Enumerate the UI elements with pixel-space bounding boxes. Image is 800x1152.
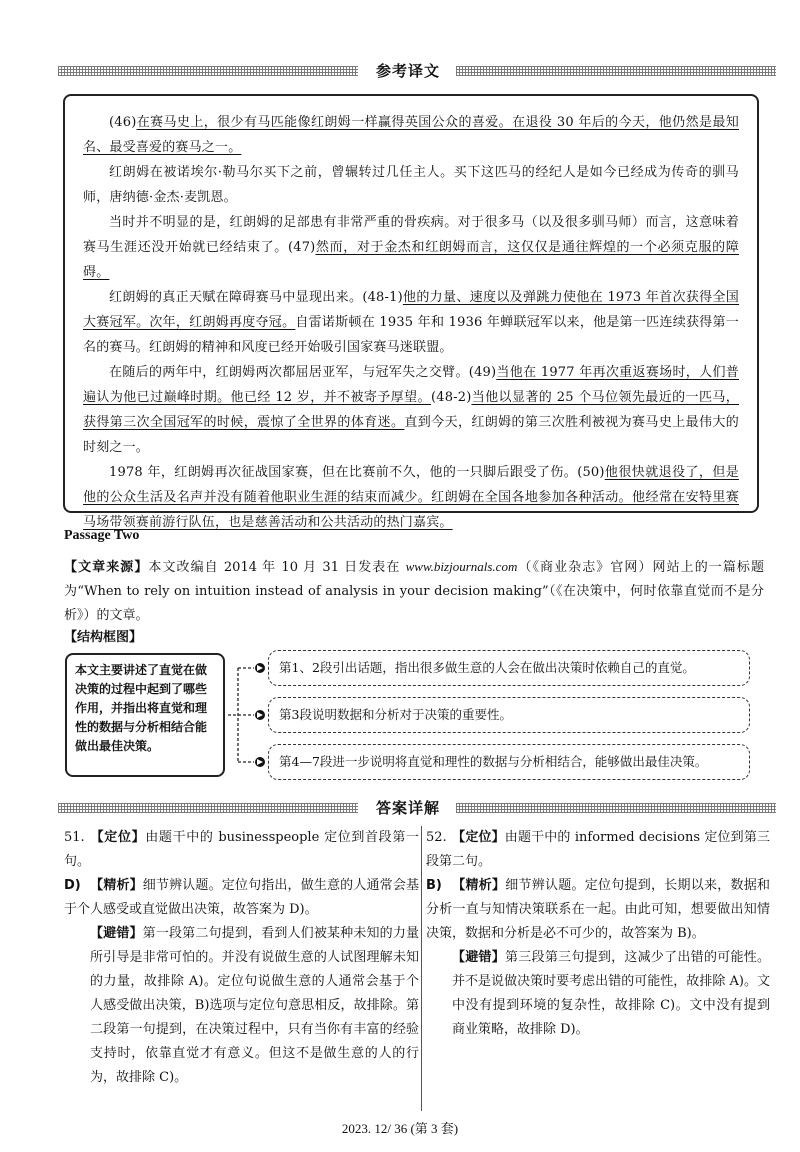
- q51-location: 51. 【定位】由题干中的 businesspeople 定位到首段第一句。: [64, 830, 419, 869]
- answer-52: [426, 826, 770, 1042]
- structure-point-1: 第1、2段引出话题，指出很多做生意的人会在做出决策时依赖自己的直觉。: [268, 650, 750, 686]
- translation-paragraph-4: 红朗姆的真正天赋在障碍赛马中显现出来。(48-1)他的力量、速度以及弹跳力使他在 1973 年首次获得全国大赛冠军。次年，红朗姆再度夺冠。自雷诺斯顿在 1935 年和 1936 年蝉联冠军以来，他是第一匹连续获得第一名的赛马。红朗姆的精神和风度已经开始吸引国家赛马迷联盟。: [83, 290, 740, 355]
- passage-title: Passage Two: [64, 528, 140, 543]
- q52-analysis: B) 【精析】细节辨认题。定位句提到，长期以来，数据和分析一直与知情决策联系在一起。由此可知，想要做出知情决策，数据和分析是必不可少的，故答案为 B)。: [426, 878, 770, 941]
- structure-label: 【结构框图】: [64, 630, 143, 645]
- translation-paragraph-5: 在随后的两年中，红朗姆两次都屈居亚军，与冠军失之交臂。(49)当他在 1977 年再次重返赛场时，人们普遍认为他已过巅峰时期。他已经 12 岁，并不被寄予厚望。(48-2)当他以显著的 25 个马位领先最近的一匹马，获得第三次全国冠军的时候，震惊了全世界的体育迷。直到今天，红朗姆的第三次胜利被视为赛马史上最伟大的时刻之一。: [83, 365, 739, 455]
- column-divider: [421, 826, 422, 1111]
- structure-connector: [226, 650, 266, 780]
- section-header-label: 参考译文: [376, 62, 441, 80]
- structure-point-2: 第3段说明数据和分析对于决策的重要性。: [268, 697, 750, 733]
- section-header-label: 答案详解: [376, 799, 441, 817]
- translation-paragraph-2: 红朗姆在被诺埃尔·勒马尔买下之前，曾辗转过几任主人。买下这匹马的经纪人是如今已经成为传奇的驯马师，唐纳德·金杰·麦凯恩。: [83, 165, 739, 205]
- section-header-answers: [58, 797, 776, 819]
- translation-paragraph-6: 1978 年，红朗姆再次征战国家赛，但在比赛前不久，他的一只脚后跟受了伤。(50)他很快就退役了，但是他的公众生活及名声并没有随着他职业生涯的结束而减少。红朗姆在全国各地参加各种活动。他经常在安特里赛马场带领赛前游行队伍，也是慈善活动和公共活动的热门嘉宾。: [83, 465, 739, 530]
- q51-trap: 【避错】第一段第二句提到，看到人们被某种未知的力量所引导是非常可怕的。并没有说做生意的人试图理解未知的力量，故排除 A)。定位句说做生意的人通常会基于个人感受做出决策，B)选项与定位句意思相反，故排除。第二段第一句提到，在决策过程中，只有当你有丰富的经验支持时，依靠直觉才有意义。但这不是做生意的人的行为，故排除 C)。: [90, 926, 419, 1085]
- q51-analysis: D) 【精析】细节辨认题。定位句指出，做生意的人通常会基于个人感受或直觉做出决策，故答案为 D)。: [64, 878, 419, 917]
- structure-summary-box: 本文主要讲述了直觉在做决策的过程中起到了哪些作用，并指出将直觉和理性的数据与分析相结合能做出最佳决策。: [65, 653, 225, 777]
- translation-paragraph-3: 当时并不明显的是，红朗姆的足部患有非常严重的骨疾病。对于很多马（以及很多驯马师）而言，这意味着赛马生涯还没开始就已经结束了。(47)然而，对于金杰和红朗姆而言，这仅仅是通往辉煌的一个必须克服的障碍。: [83, 215, 739, 280]
- section-header-translation: [58, 60, 776, 82]
- article-source: 【文章来源】本文改编自 2014 年 10 月 31 日发表在 www.bizjournals.com（《商业杂志》官网）网站上的一篇标题为“When to rely on intuition instead of analysis in your decision making”（《在决策中，何时依靠直觉而不是分析》）的文章。: [64, 559, 764, 623]
- q52-location: 52. 【定位】由题干中的 informed decisions 定位到第三段第二句。: [426, 830, 770, 869]
- structure-point-3: 第4—7段进一步说明将直觉和理性的数据与分析相结合，能够做出最佳决策。: [268, 744, 750, 780]
- q52-trap: 【避错】第三段第三句提到，这减少了出错的可能性。并不是说做决策时要考虑出错的可能性，故排除 A)。文中没有提到环境的复杂性，故排除 C)。文中没有提到商业策略，故排除 D)。: [452, 950, 770, 1037]
- page-footer: 2023. 12/ 36 (第 3 套): [341, 1121, 459, 1136]
- answer-51: [64, 826, 419, 1090]
- translation-paragraph-1: (46)在赛马史上，很少有马匹能像红朗姆一样赢得英国公众的喜爱。在退役 30 年后的今天，他仍然是最知名、最受喜爱的赛马之一。: [83, 115, 740, 155]
- translation-box: [63, 94, 759, 530]
